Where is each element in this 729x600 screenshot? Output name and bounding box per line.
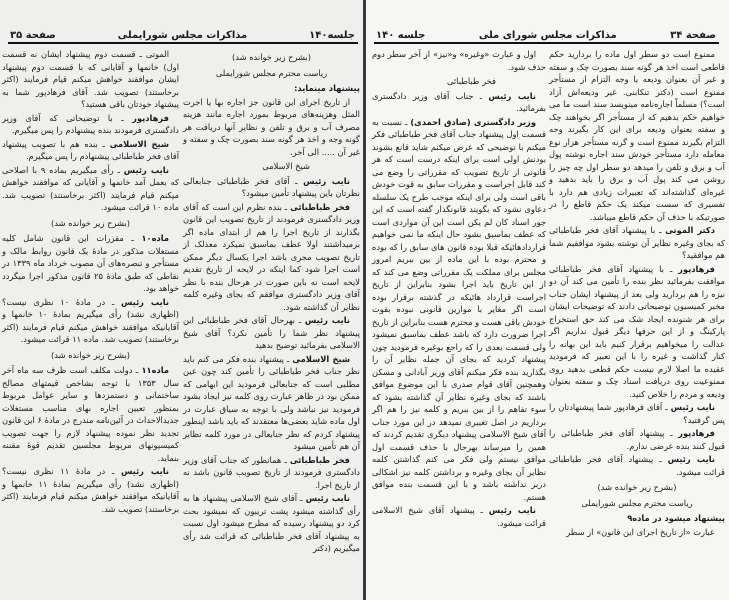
speech-text: ـ در مادهٔ ۱۱ نظری نیست؟ (اظهاری نشد) رأی میگیریم بمادهٔ ۱۱ خانمها و آقایانیکه موافقند خواهش میکنم قیام فرمایند (اکثر برخاستند) تصویب شد. (2, 466, 179, 514)
speech-text: ـ جناب آقای وزیر دادگستری بفرمائید. (372, 90, 546, 113)
speaker-name: شیخ الاسلامی (292, 353, 350, 364)
speaker-name: ماده۱۰ (141, 233, 169, 243)
transcript-paragraph (183, 201, 360, 314)
speech-text: ـ پیشنهاد بنده فکر می کنم باید نظر جناب فخر طباطبائی را تأمین کند چون عین مطلبی است که جنابعالی فرمودید این ابهامی که ممکن بود در ظاهر عبارت روی کلمه نیز ایجاد بشود فرمودید نیز نباشد ولی با توجه به سیاق عبارت در اول ماده شاید بعضی‌ها معتقدند که باید باشد اینطور پیشنهاد کردم که نظر جنابعالی در مورد کلمه نظایر آن هم تأمین میشود (183, 353, 360, 451)
transcript-paragraph (2, 164, 179, 214)
page-number: صفحة ۳۴ (670, 29, 716, 41)
transcript-paragraph (2, 364, 179, 464)
transcript-paragraph (372, 504, 546, 529)
speaker-name: نایب رئیس (303, 175, 351, 186)
transcript-paragraph (2, 138, 179, 163)
speech-text: ـ پیشنهاد آقای شیخ الاسلامی قرائت میشود. (372, 505, 546, 528)
speaker-name: نایب رئیس (670, 402, 715, 412)
speech-text: ـ آقای فرهادپور شما پیشنهادتان را پس گرفتید؟ (549, 402, 725, 425)
text-column-right (183, 48, 360, 556)
page-header (10, 28, 355, 42)
speaker-name: وزیر دادگستری (صادق احمدی) (410, 116, 536, 127)
speech-text: الموتی ـ قسمت دوم پیشنهاد ایشان نه قسمت اول) خانمها و آقایانی که با قسمت دوم پیشنهاد ایشان موافقند خواهش میکنم قیام فرمایند (اکثر برخاستند) تصویب شد. آقای فرهادپور شما به پیشنهاد خودتان باقی هستید؟ (2, 49, 179, 109)
speech-text: ـ نسبت به قسمت اول پیشنهاد جناب آقای فخر طباطبائی فکر میکنم با توضیحی که عرض میکنم شاید قانع بشوند بودنش اولی است برای اینکه درست است که هر قانونی از تاریخ تصویب که مقرراتی را وضع می کند قابل اجراست و مقررات سابق به قوت خودش باقی است ولی برای اینکه موجب طرح یک سلسله دعاوی نشود که بگویند قانونگذار گفته است که این جور اسناد کان لم یکن است این آن مواردی است که عطف بماسبق بشود حال اینکه ما نمی خواهیم قراردادهائیکه قبلا بوده قانون های سابق را که بوده و محترم بوده با این ماده از بین ببریم امروز مجلس برای مملکت یک مقرراتی وضع می کند که از این تاریخ باید اجرا بشود بنابراین از تاریخ اجراست قرارداد هائیکه در گذشته برقرار بوده است اگر مغایر با موازین قانونی نبوده بقوت خودش باقی هست و محترم هست بنابراین از تاریخ اجرا ضرورت دارد که باشد عطف بماسبق نمیشود ولی قسمت بعدی را که راجع بوغیره فرمودید چون پیشنهاد کردید که بجای آن جمله نظایر آن را بگذارید بنده فکر میکنم آقای وزیر آبادانی و مسکن وهمچنین آقای قوام صدری با این موضوع موافق باشند که بجای وغیره نظایر آن گذاشته بشود که سوء تفاهم را از بین ببریم و کلمه نیز را هم اگر برداریم در اصل تغییری نمیدهد در این مورد جناب آقای شیخ الاسلامی پیشنهاد دیگری تقدیم کردند که همین را میرساند بهرحال با حذف قسمت اول موافق نیستم ولی فکر می کنم گذاشتن کلمه نظایر آن بجای وغیره و برداشتن کلمه نیز اشکالی دربر نداشته باشد و با این قسمت بنده موافق هستم. (372, 116, 546, 502)
transcript-paragraph (372, 48, 546, 73)
signature-name: شیخ الاسلامی (262, 161, 310, 171)
transcript-paragraph (549, 526, 725, 539)
signature-name: فخر طباطبائی (446, 76, 496, 86)
speaker-name: نایب رئیس (305, 493, 350, 503)
centered-heading: ریاست محترم مجلس شورایملی (581, 497, 693, 508)
proposal-lead: پیشنهاد مینماید: (294, 83, 360, 93)
speech-text: ـ همانطور که جناب آقای وزیر دادگستری فرمودند از تاریخ تصویب قانون باشد نه از تاریخ اجرا. (183, 454, 360, 490)
speaker-name: فرهادپور (678, 263, 715, 274)
speech-text: ـ مقررات این قانون شامل کلیه مستغلات مذکور در مادهٔ یک قانون روابط مالک و مستأجر و تبصره‌های آن مصوب خرداد ماه ۱۳۳۹ در نقاطی که طبق مادهٔ ۲۵ قانون مذکور اجرا میگردد خواهد بود. (2, 233, 179, 293)
speech-text: ممنوع است دو سطر اول ماده را بردارید حکم قاطعی است اخذ هر گونه سند بصورت چک و سفته و غیر آن بعنوان ودیعه یا وجه التزام از مستأجر ممنوع است (دکتر تنکابنی. غیر ودیعه‌اش آزاد است؟) مسلماً اجاره‌نامه مینویسد سند است ما می خواهیم حکم بدهیم که از مستأجر اگر بخواهند چک و سفته بعنوان ودیعه برای این کار بگیرند وجه التزام بگیرند ممنوع است و گرنه مستأجر هزار نوع معامله دارد مستأجر خودش سند اجاره نوشته پول آب و برق و تلفن را میدهد دو سطر اول چه چیز را روشن می کند پول آب و برق را باید بدهید و غیره‌ای گذاشته‌اند که تعبیرات زیادی هم دارد با تفسیری که سست میکند یک حکم قاطع را در صورتیکه با حذف آن حکم قاطع میباشد. (549, 49, 725, 222)
speech-text: ـ بهرحال آقای فخر طباطبائی این پیشنهاد نظر شما را تأمین نکرد؟ آقای شیخ الاسلامی بفرمائید توضیح بدهید (183, 315, 360, 350)
speaker-name: فرهادپور (132, 112, 169, 123)
speech-text: اول و عبارت «وغیره» و«نیز» از آخر سطر دوم حذف شود. (372, 49, 546, 72)
centered-heading: ریاست محترم مجلس شورایملی (215, 67, 328, 78)
speech-text: ـ آقای فخر طباطبائی جنابعالی نظرتان باین پیشنهاد تأمین میشود؟ (183, 175, 360, 198)
centered-heading: (بشرح زیر خوانده شد) (51, 349, 130, 360)
speech-text: ـ با پیشنهاد آقای فخر طباطبائی که بجای وغیره نظایر آن نوشته بشود موافقیم شما هم موافقید؟ (549, 225, 725, 260)
session-number: جلسه۱۴۰ (309, 29, 355, 41)
speaker-name: فرهادپور (678, 428, 715, 438)
transcript-paragraph (183, 353, 360, 453)
centered-heading: (بشرح زیر خوانده شد) (232, 52, 311, 62)
speech-text: ـ رأی میگیریم بماده ۹ با اصلاحی که بعمل آمد خانمها و آقایانی که موافقند خواهش میکنم قیام فرمایند (اکثر برخاستند) تصویب شد. ماده ۱۰ قرائت میشود. (2, 164, 179, 212)
speaker-name: نایب رئیس (488, 90, 536, 101)
transcript-paragraph (549, 224, 725, 262)
page-number: صفحة ۳۵ (10, 29, 56, 41)
transcript-paragraph (372, 90, 546, 115)
transcript-paragraph (183, 314, 360, 352)
right-page (366, 0, 729, 600)
transcript-paragraph (2, 465, 179, 515)
text-column-left (372, 48, 546, 530)
text-column-right (549, 48, 725, 539)
speaker-name: فخر طباطبائی (289, 454, 350, 465)
speaker-name: شیخ الاسلامی (109, 138, 169, 149)
transcript-paragraph (2, 112, 179, 137)
speaker-name: نایب رئیس (488, 505, 536, 515)
left-page (0, 0, 364, 600)
speech-text: عبارت «از تاریخ اجرای این قانون» از سطر (566, 526, 715, 537)
transcript-paragraph (549, 401, 725, 426)
transcript-paragraph (549, 427, 725, 452)
speech-text: ـ پیشنهاد آقای فخر طباطبائی را قبول کنند بنده عرضی ندارم. (549, 428, 725, 451)
session-number: جلسه ۱۴۰ (376, 29, 426, 41)
page-header (376, 28, 716, 42)
transcript-paragraph (549, 48, 725, 223)
transcript-paragraph (183, 175, 360, 200)
speech-text: ـ دولت مکلف است ظرف سه ماه آخر سال ۱۳۵۳ با توجه بشاخص قیمتهای مصالح ساختمانی و دستمزدها و سایر عوامل مربوط بمنظور تعیین اجاره بهای مناسب مستغلات جدیدالاحداث در آئین‌نامه مندرج در مادهٔ ۶ این قانون تجدید نظر نموده پیشنهاد لازم را جهت تصویب کمیسیونهای مربوط مجلسین تقدیم قوهٔ مقننه بنماید. (2, 365, 180, 463)
speech-text: ـ آقای شیخ الاسلامی پیشنهاد ها به رأی گذاشته میشود پشت تریبون که نمیشود بحث کرد دو پیشنهاد رسیده که مطرح میشود اول نسبت به پیشنهاد آقای فخر طباطبائی که قرائت شد رأی میگیریم (دکتر (183, 493, 360, 553)
speaker-name: نایب رئیس (667, 454, 715, 464)
speech-text: ـ با پیشنهاد آقای فخر طباطبائی موافقت بفرمائید نظر بنده را تأمین می کند آن دو نیزه را هم بردارید ولی بعد از پیشنهاد ایشان جناب مخبر کمیسیون توضیحاتی دادند که توضیحات ایشان برای هر شنونده ایجاد شک می کند حق استخراج پارکینگ و از این حرفها دیگر قبول نداریم اگر عدالت را میخواهیم برقرار کنیم باید این بهانه را کنار گذاشت و غیره را با این تعبیر که فرمودید عقیده ما اصلا لازم نیست حکم قطعی بدهید روی ممنوعیت روی دریافت اسناد چک و سفته بعنوان ودیعه و مردم را خلاص کنید. (549, 263, 725, 399)
header-rule (8, 42, 358, 44)
centered-heading: (بشرح زیر خوانده شد) (597, 482, 677, 492)
speaker-name: نایب رئیس (304, 315, 350, 325)
transcript-paragraph (2, 48, 179, 111)
speaker-name: نایب رئیس (123, 164, 169, 175)
speaker-name: نایب رئیس (120, 296, 169, 307)
speaker-name: فخر طباطبائی (290, 201, 350, 212)
header-rule (374, 42, 719, 44)
speech-text: ـ با توضیحاتی که آقای وزیر دادگستری فرمودند بنده پیشنهادم را پس میگیرم. (2, 112, 179, 135)
transcript-paragraph (2, 296, 179, 346)
speech-text: ـ بنده هم با تصویب پیشنهاد آقای فخر طباطبائی پیشنهادم را پس میگیرم. (2, 138, 179, 161)
transcript-paragraph (2, 232, 179, 295)
speaker-name: نایب رئیس (120, 466, 169, 476)
transcript-paragraph (549, 453, 725, 478)
speech-text: ـ بنده نظرم این است که آقای وزیر دادگستری فرمودند از تاریخ تصویب این قانون بگذارند از تاریخ اجرا را هم از ابتدای ماده اگر برمیداشتند اولا عطف بماسبق نمیکرد معذلک از تاریخ تصویب مجری باشد اجرا یکسال دیگر ممکن است اجرا شود کما اینکه در لایحه از تاریخ تقدیم لایحه است نه باین صورت در هرحال بنده با نظر آقای وزیر دادگستری موافقم که بجای وغیره کلمه نظایر آن گذاشته شود. (183, 201, 360, 312)
publication-title: مذاکرات مجلس شورای ملی (478, 29, 617, 41)
speech-text: ـ در مادهٔ ۱۰ نظری نیست؟ (اظهاری نشد) رأی میگیریم بمادهٔ ۱۰ خانمها و آقایانیکه موافقند خواهش میکنم قیام فرمایند (اکثر برخاستند) تصویب شد. ماده ۱۱ قرائت میشود. (2, 296, 179, 344)
transcript-paragraph (183, 454, 360, 492)
speech-text: از تاریخ اجرای این قانون جز اجاره بها یا اجرت المثل وهزینه‌های مربوط بمورد اجاره مانند هزینه مصرف آب و برق و تلفن و نظایر آنها دریافت هر گونه وجه و اخذ هر گونه سند بصورت چک و سفته و غیر آن ..... الی آخر. (183, 96, 360, 157)
centered-heading: (بشرح زیر خوانده شد) (51, 217, 130, 228)
publication-title: مذاکرات مجلس شورایملی (117, 29, 248, 41)
transcript-paragraph (183, 492, 360, 555)
speech-text: ـ پیشنهاد آقای فخر طباطبائی قرائت میشود. (549, 454, 725, 477)
proposal-lead: پیشنهاد میشود در ماده۹ (627, 513, 725, 523)
transcript-paragraph (372, 116, 546, 504)
transcript-paragraph (549, 263, 725, 401)
speaker-name: ماده۱۱ (141, 365, 169, 375)
text-column-left (2, 48, 179, 516)
transcript-paragraph (183, 96, 360, 159)
speaker-name: دکتر الموتی (665, 225, 715, 235)
